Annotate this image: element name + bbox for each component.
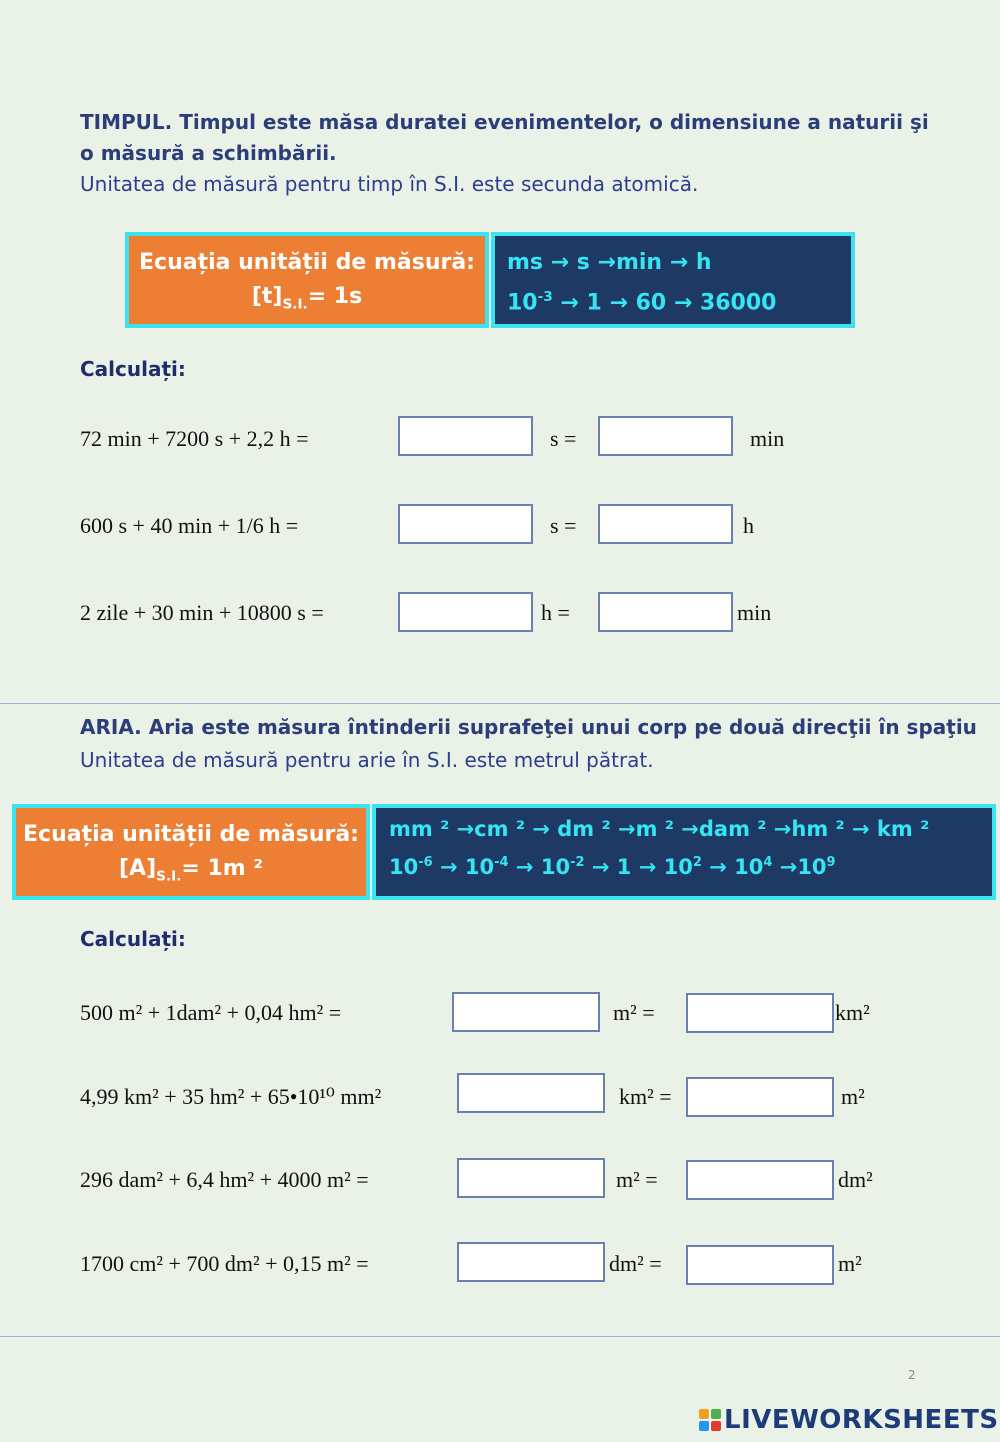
time-exercise-2-answer-1[interactable] [398, 504, 533, 544]
area-exercise-2-input-1[interactable] [459, 1075, 603, 1111]
time-scale-values [507, 280, 851, 320]
time-exercise-2-unit-1: s = [550, 513, 577, 538]
time-scale-units: ms → s →min → h [507, 250, 712, 275]
area-exercise-2-expression: 4,99 km² + 35 hm² + 65•10¹⁰ mm² [80, 1084, 382, 1109]
area-scale-e1: -4 [494, 855, 509, 870]
area-scale-v0: 10 [389, 855, 419, 879]
area-scale-v3: → 1 → 10 [584, 855, 693, 879]
area-scale-e0: -6 [418, 855, 433, 870]
time-equation-box [125, 232, 489, 328]
area-exercise-3-input-1[interactable] [459, 1160, 603, 1196]
area-exercise-1-expression: 500 m² + 1dam² + 0,04 hm² = [80, 1000, 342, 1025]
area-subtext: Unitatea de măsură pentru arie în S.I. este metrul pătrat. [80, 748, 654, 772]
time-calc-label: Calculați: [80, 357, 186, 381]
liveworksheets-logo[interactable]: LIVEWORKSHEETS [724, 1405, 999, 1435]
area-scale-v1: → 10 [432, 855, 495, 879]
time-exercise-3-answer-1[interactable] [398, 592, 533, 632]
area-equation-formula [16, 852, 366, 893]
time-exercise-2-unit-2: h [743, 513, 754, 538]
area-exercise-1-input-2[interactable] [688, 995, 832, 1031]
area-exercise-4-input-1[interactable] [459, 1244, 603, 1280]
time-heading-bold: TIMPUL. [80, 110, 173, 134]
time-exercise-2-input-2[interactable] [600, 506, 731, 542]
time-exercise-1-expression: 72 min + 7200 s + 2,2 h = [80, 426, 309, 451]
area-exercise-1-input-1[interactable] [454, 994, 598, 1030]
time-exercise-1-input-2[interactable] [600, 418, 731, 454]
area-exercise-2-answer-2[interactable] [686, 1077, 834, 1117]
time-scale-pre: 10 [507, 290, 538, 316]
area-exercise-3-unit-2: dm² [838, 1167, 873, 1192]
liveworksheets-logo-icon [699, 1409, 721, 1431]
area-scale-e2: -2 [570, 855, 585, 870]
area-exercise-2-unit-1: km² = [619, 1084, 672, 1109]
area-exercise-2-input-2[interactable] [688, 1079, 832, 1115]
time-exercise-1-input-1[interactable] [400, 418, 531, 454]
area-exercise-4-expression: 1700 cm² + 700 dm² + 0,15 m² = [80, 1251, 369, 1276]
area-exercise-4-answer-1[interactable] [457, 1242, 605, 1282]
area-exercise-1-answer-1[interactable] [452, 992, 600, 1032]
area-scale-e4: 4 [763, 855, 773, 870]
area-exercise-3-expression: 296 dam² + 6,4 hm² + 4000 m² = [80, 1167, 369, 1192]
time-formula-prefix: [t] [251, 284, 283, 309]
time-exercise-3-unit-2: min [737, 600, 772, 625]
time-exercise-1-unit-2: min [750, 426, 785, 451]
area-formula-suffix: = 1m ² [181, 856, 263, 881]
time-exercise-1-answer-1[interactable] [398, 416, 533, 456]
time-scale-exp: -3 [537, 289, 553, 305]
area-scale-values [389, 846, 992, 884]
area-exercise-2-answer-1[interactable] [457, 1073, 605, 1113]
footer-divider [0, 1336, 1000, 1337]
time-exercise-3-input-1[interactable] [400, 594, 531, 630]
time-heading-rest: Timpul este măsa duratei evenimentelor, o dimensiune a naturii şi o măsură a schimbării. [80, 110, 929, 165]
area-scale-v5: →10 [772, 855, 827, 879]
time-exercise-3-unit-1: h = [541, 600, 570, 625]
time-formula-suffix: = 1s [307, 284, 363, 309]
time-equation-label: Ecuația unității de măsură: [139, 250, 475, 275]
time-heading [80, 107, 940, 169]
time-exercise-2-input-1[interactable] [400, 506, 531, 542]
time-exercise-2-expression: 600 s + 40 min + 1/6 h = [80, 513, 299, 538]
section-divider [0, 703, 1000, 704]
time-equation-formula [129, 280, 485, 321]
area-scale-box [372, 804, 996, 900]
area-scale-v4: → 10 [701, 855, 764, 879]
area-scale-e3: 2 [692, 855, 702, 870]
time-exercise-2-answer-2[interactable] [598, 504, 733, 544]
area-formula-sub: S.I. [156, 868, 182, 885]
time-exercise-1-unit-1: s = [550, 426, 577, 451]
area-calc-label: Calculați: [80, 927, 186, 951]
area-scale-e5: 9 [826, 855, 836, 870]
area-equation-label: Ecuația unității de măsură: [23, 822, 359, 847]
page-number: 2 [908, 1368, 916, 1382]
area-exercise-4-unit-1: dm² = [609, 1251, 662, 1276]
area-exercise-3-input-2[interactable] [688, 1162, 832, 1198]
area-exercise-1-unit-2: km² [835, 1000, 870, 1025]
area-exercise-1-answer-2[interactable] [686, 993, 834, 1033]
area-exercise-2-unit-2: m² [841, 1084, 865, 1109]
area-heading-bold: ARIA. Aria este măsura întinderii suprafeţei unui corp pe două direcţii în spaţiu [80, 715, 977, 739]
time-scale-box [491, 232, 855, 328]
time-scale-post: → 1 → 60 → 36000 [552, 290, 777, 316]
area-formula-prefix: [A] [119, 856, 157, 881]
area-exercise-4-answer-2[interactable] [686, 1245, 834, 1285]
time-exercise-3-expression: 2 zile + 30 min + 10800 s = [80, 600, 324, 625]
area-exercise-4-input-2[interactable] [688, 1247, 832, 1283]
area-exercise-4-unit-2: m² [838, 1251, 862, 1276]
time-exercise-3-input-2[interactable] [600, 594, 731, 630]
time-formula-sub: S.I. [282, 296, 308, 313]
area-exercise-3-answer-2[interactable] [686, 1160, 834, 1200]
area-heading [80, 712, 980, 743]
time-subtext: Unitatea de măsură pentru timp în S.I. este secunda atomică. [80, 172, 699, 196]
time-exercise-1-answer-2[interactable] [598, 416, 733, 456]
area-exercise-3-unit-1: m² = [616, 1167, 658, 1192]
time-exercise-3-answer-2[interactable] [598, 592, 733, 632]
area-scale-v2: → 10 [508, 855, 571, 879]
area-scale-units: mm ² →cm ² → dm ² →m ² →dam ² →hm ² → km ² [389, 817, 930, 841]
area-equation-box [12, 804, 370, 900]
area-exercise-1-unit-1: m² = [613, 1000, 655, 1025]
area-exercise-3-answer-1[interactable] [457, 1158, 605, 1198]
